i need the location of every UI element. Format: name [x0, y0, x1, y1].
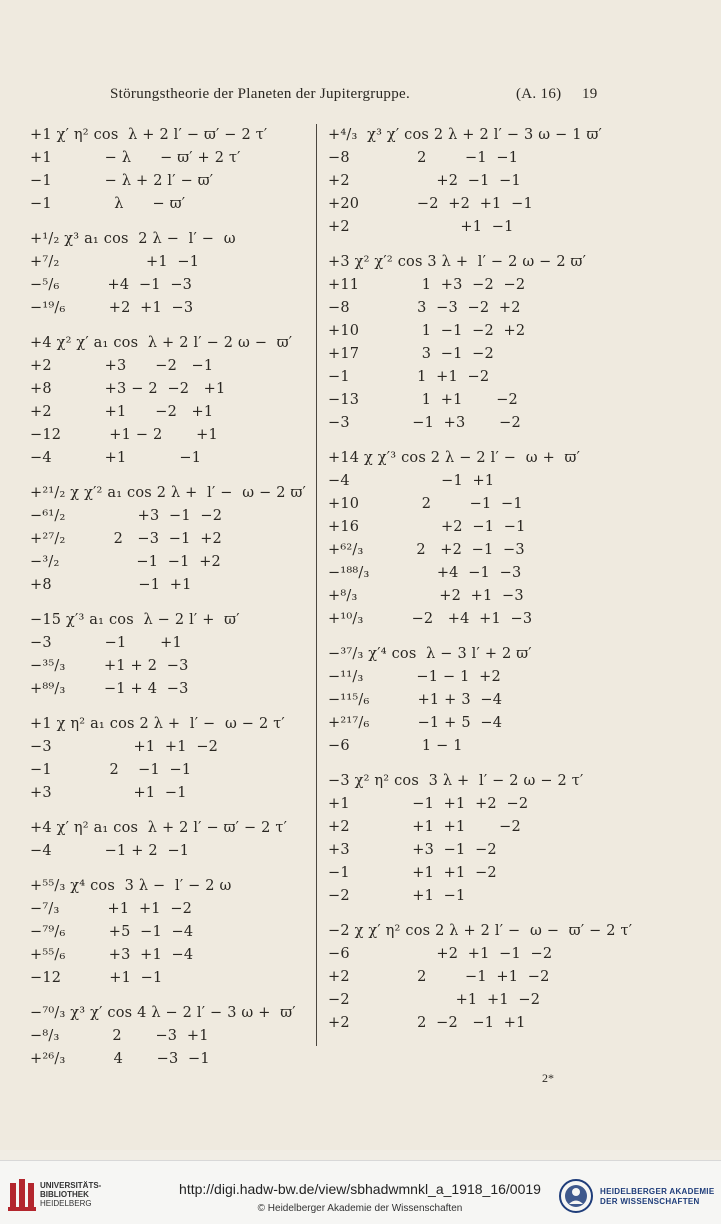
coefficient-row: −13 1 +1 −2 [328, 392, 518, 408]
equation-heading: −⁷⁰/₃ χ³ χ′ cos 4 λ − 2 l′ − 3 ω + ϖ′ [30, 1005, 296, 1021]
section-reference: (A. 16) [516, 86, 562, 102]
equation-block [328, 643, 618, 758]
coefficient-row: +2 +3 −2 −1 [30, 358, 214, 374]
sheet-signature: 2* [542, 1071, 554, 1085]
coefficient-row: +2 +1 −2 +1 [30, 404, 214, 420]
equation-block [328, 770, 618, 908]
coefficient-row: −4 −1 + 2 −1 [30, 843, 190, 859]
coefficient-row: −¹⁹/₆ +2 +1 −3 [30, 300, 194, 316]
equation-block [328, 447, 618, 631]
coefficient-row: +3 +1 −1 [30, 785, 187, 801]
coefficient-row: +2 +1 +1 −2 [328, 819, 521, 835]
coefficient-row: +⁵⁵/₆ +3 +1 −4 [30, 947, 194, 963]
coefficient-row: −12 +1 −1 [30, 970, 163, 986]
coefficient-row: −6 1 − 1 [328, 738, 463, 754]
coefficient-row: +⁸⁹/₃ −1 + 4 −3 [30, 681, 189, 697]
coefficient-row: +²¹⁷/₆ −1 + 5 −4 [328, 715, 503, 731]
equation-block [328, 124, 618, 239]
coefficient-row: −¹¹⁵/₆ +1 + 3 −4 [328, 692, 503, 708]
equation-block [30, 228, 320, 320]
coefficient-row: +2 2 −1 +1 −2 [328, 969, 550, 985]
coefficient-row: −3 −1 +3 −2 [328, 415, 521, 431]
equation-block [30, 124, 320, 216]
coefficient-row: −1 − λ + 2 l′ − ϖ′ [30, 173, 214, 189]
equation-heading: +4 χ′ η² a₁ cos λ + 2 l′ − ϖ′ − 2 τ′ [30, 820, 288, 836]
equation-heading: +14 χ χ′³ cos 2 λ − 2 l′ − ω + ϖ′ [328, 450, 581, 466]
coefficient-row: +¹⁰/₃ −2 +4 +1 −3 [328, 611, 533, 627]
university-library-logo-icon [8, 1177, 36, 1211]
coefficient-row: +11 1 +3 −2 −2 [328, 277, 526, 293]
equation-block [30, 817, 320, 863]
coefficient-row: +16 +2 −1 −1 [328, 519, 526, 535]
equation-block [30, 609, 320, 701]
coefficient-row: +20 −2 +2 +1 −1 [328, 196, 533, 212]
coefficient-row: −1 λ − ϖ′ [30, 196, 186, 212]
equation-block [328, 920, 633, 1035]
coefficient-row: −8 3 −3 −2 +2 [328, 300, 521, 316]
equation-block [328, 251, 618, 435]
coefficient-row: +10 2 −1 −1 [328, 496, 523, 512]
equation-heading: −3 χ² η² cos 3 λ + l′ − 2 ω − 2 τ′ [328, 773, 584, 789]
equation-heading: +1 χ′ η² cos λ + 2 l′ − ϖ′ − 2 τ′ [30, 127, 268, 143]
coefficient-row: +8 −1 +1 [30, 577, 192, 593]
academy-seal-icon [559, 1179, 593, 1213]
coefficient-row: −⁷⁹/₆ +5 −1 −4 [30, 924, 194, 940]
coefficient-row: −¹⁸⁸/₃ +4 −1 −3 [328, 565, 522, 581]
coefficient-row: +2 2 −2 −1 +1 [328, 1015, 526, 1031]
coefficient-row: +17 3 −1 −2 [328, 346, 494, 362]
coefficient-row: −³⁵/₃ +1 + 2 −3 [30, 658, 189, 674]
coefficient-row: +1 − λ − ϖ′ + 2 τ′ [30, 150, 241, 166]
academy-name: HEIDELBERGER AKADEMIE DER WISSENSCHAFTEN [600, 1187, 715, 1206]
equation-heading: +⁴/₃ χ³ χ′ cos 2 λ + 2 l′ − 3 ω − 1 ϖ′ [328, 127, 602, 143]
coefficient-row: −³/₂ −1 −1 +2 [30, 554, 221, 570]
coefficient-row: −4 −1 +1 [328, 473, 495, 489]
coefficient-row: −1 +1 +1 −2 [328, 865, 497, 881]
library-name: UNIVERSITÄTS- BIBLIOTHEK HEIDELBERG [40, 1181, 102, 1208]
viewer-footer [0, 1160, 721, 1224]
header-title: Störungstheorie der Planeten der Jupitergruppe. [110, 86, 411, 102]
coefficient-row: −¹¹/₃ −1 − 1 +2 [328, 669, 501, 685]
coefficient-row: −4 +1 −1 [30, 450, 202, 466]
coefficient-row: +2 +2 −1 −1 [328, 173, 521, 189]
equation-heading: +²¹/₂ χ χ′² a₁ cos 2 λ + l′ − ω − 2 ϖ′ [30, 485, 306, 501]
equation-heading: −2 χ χ′ η² cos 2 λ + 2 l′ − ω − ϖ′ − 2 τ′ [328, 923, 633, 939]
equation-block [30, 713, 320, 805]
coefficient-row: −1 1 +1 −2 [328, 369, 490, 385]
equation-block [30, 482, 320, 597]
coefficient-row: −12 +1 − 2 +1 [30, 427, 218, 443]
right-column [328, 124, 633, 1047]
coefficient-row: −⁷/₃ +1 +1 −2 [30, 901, 193, 917]
permalink-url[interactable]: http://digi.hadw-bw.de/view/sbhadwmnkl_a_1918_16/0019 [179, 1181, 541, 1197]
equation-heading: −15 χ′³ a₁ cos λ − 2 l′ + ϖ′ [30, 612, 240, 628]
coefficient-row: −⁶¹/₂ +3 −1 −2 [30, 508, 223, 524]
equation-block [30, 332, 320, 470]
coefficient-row: −2 +1 +1 −2 [328, 992, 541, 1008]
coefficient-row: +²⁷/₂ 2 −3 −1 +2 [30, 531, 222, 547]
coefficient-row: −3 −1 +1 [30, 635, 182, 651]
left-column [30, 124, 320, 1083]
equation-heading: +1 χ η² a₁ cos 2 λ + l′ − ω − 2 τ′ [30, 716, 285, 732]
coefficient-row: +⁸/₃ +2 +1 −3 [328, 588, 524, 604]
coefficient-row: +1 −1 +1 +2 −2 [328, 796, 529, 812]
coefficient-row: −⁵/₆ +4 −1 −3 [30, 277, 193, 293]
coefficient-row: −⁸/₃ 2 −3 +1 [30, 1028, 209, 1044]
coefficient-row: −3 +1 +1 −2 [30, 739, 219, 755]
equation-heading: +¹/₂ χ³ a₁ cos 2 λ − l′ − ω [30, 231, 236, 247]
coefficient-row: −8 2 −1 −1 [328, 150, 519, 166]
copyright-notice: © Heidelberger Akademie der Wissenschaften [257, 1203, 463, 1214]
equation-heading: +4 χ² χ′ a₁ cos λ + 2 l′ − 2 ω − ϖ′ [30, 335, 293, 351]
coefficient-row: +⁶²/₃ 2 +2 −1 −3 [328, 542, 525, 558]
coefficient-row: +8 +3 − 2 −2 +1 [30, 381, 226, 397]
coefficient-row: −2 +1 −1 [328, 888, 466, 904]
equation-heading: +3 χ² χ′² cos 3 λ + l′ − 2 ω − 2 ϖ′ [328, 254, 587, 270]
equation-block [30, 1002, 320, 1071]
coefficient-row: +3 +3 −1 −2 [328, 842, 497, 858]
equation-block [30, 875, 320, 990]
equation-heading: −³⁷/₃ χ′⁴ cos λ − 3 l′ + 2 ϖ′ [328, 646, 532, 662]
column-divider [316, 124, 317, 1046]
coefficient-row: +2 +1 −1 [328, 219, 514, 235]
coefficient-row: +²⁶/₃ 4 −3 −1 [30, 1051, 210, 1067]
equation-heading: +⁵⁵/₃ χ⁴ cos 3 λ − l′ − 2 ω [30, 878, 232, 894]
coefficient-row: −6 +2 +1 −1 −2 [328, 946, 553, 962]
page-number: 19 [582, 86, 598, 102]
coefficient-row: +⁷/₂ +1 −1 [30, 254, 200, 270]
coefficient-row: +10 1 −1 −2 +2 [328, 323, 526, 339]
coefficient-row: −1 2 −1 −1 [30, 762, 192, 778]
